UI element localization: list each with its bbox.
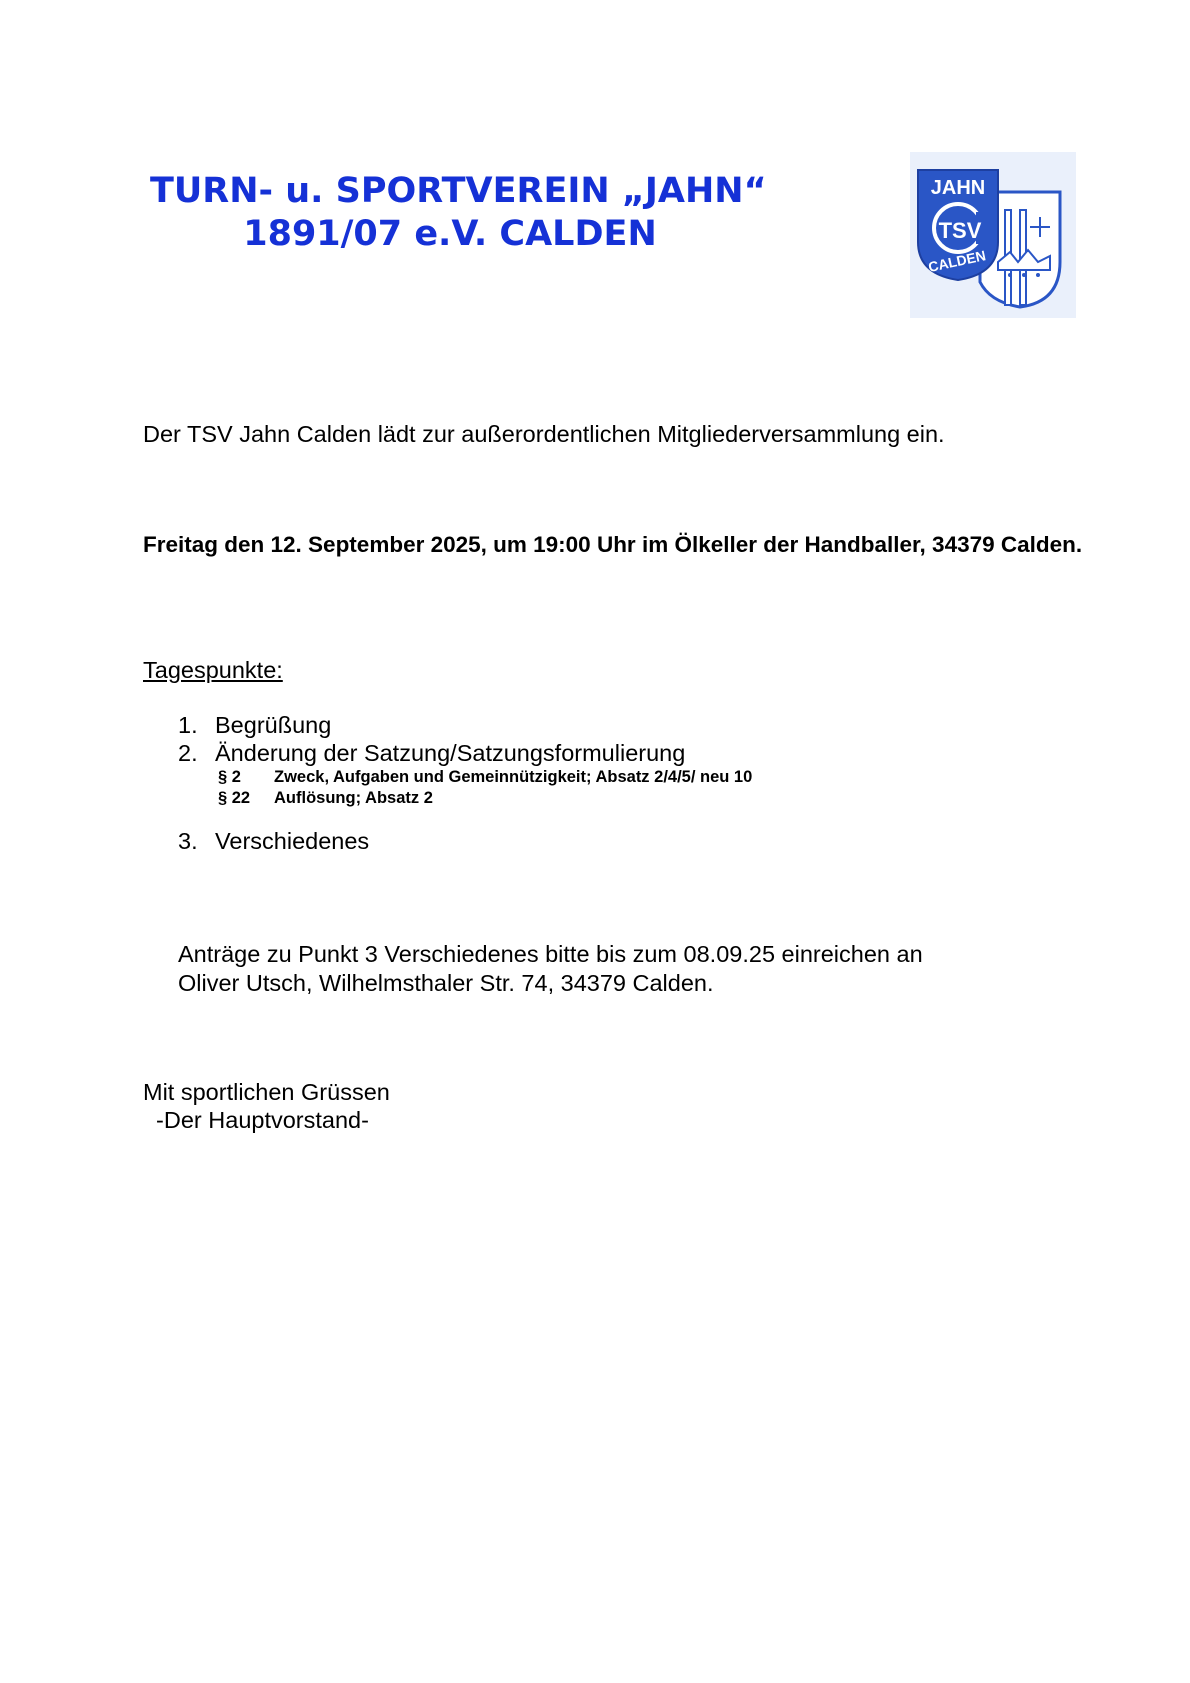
club-title bbox=[150, 170, 767, 256]
club-logo-emblem bbox=[910, 152, 1076, 318]
agenda-item-label: Änderung der Satzung/Satzungsformulierung bbox=[215, 740, 686, 766]
closing-greeting: Mit sportlichen Grüssen bbox=[143, 1079, 390, 1105]
agenda-item-label: Verschiedenes bbox=[215, 828, 370, 854]
agenda-item-number: 3. bbox=[178, 828, 198, 854]
closing-signature: -Der Hauptvorstand- bbox=[143, 1107, 369, 1133]
agenda-item-number: 1. bbox=[178, 712, 198, 738]
motions-line-2: Oliver Utsch, Wilhelmsthaler Str. 74, 34379 Calden. bbox=[178, 970, 714, 996]
logo-text-bottom: CALDEN bbox=[926, 247, 988, 275]
club-title-line-2: 1891/07 e.V. CALDEN bbox=[243, 214, 657, 254]
logo-text-monogram: TSV bbox=[938, 218, 982, 243]
invitation-text: Der TSV Jahn Calden lädt zur außerordentlichen Mitgliederversammlung ein. bbox=[143, 421, 945, 447]
closing bbox=[143, 1078, 390, 1134]
agenda-heading: Tagespunkte: bbox=[143, 657, 283, 683]
club-logo bbox=[910, 152, 1076, 318]
paragraph-description: Auflösung; Absatz 2 bbox=[274, 789, 433, 807]
meeting-date-line: Freitag den 12. September 2025, um 19:00 Uhr im Ölkeller der Handballer, 34379 Calden. bbox=[143, 532, 1083, 557]
agenda-item-number: 2. bbox=[178, 740, 198, 766]
logo-text-top: JAHN bbox=[930, 177, 986, 199]
motions-line-1: Anträge zu Punkt 3 Verschiedenes bitte bis zum 08.09.25 einreichen an bbox=[178, 941, 923, 967]
club-title-line-1: TURN- u. SPORTVEREIN „JAHN“ bbox=[150, 171, 767, 211]
paragraph-description: Zweck, Aufgaben und Gemeinnützigkeit; Absatz 2/4/5/ neu 10 bbox=[274, 768, 753, 786]
paragraph-number: § 22 bbox=[218, 789, 251, 807]
motions-note bbox=[178, 940, 923, 998]
agenda-item-label: Begrüßung bbox=[215, 712, 332, 738]
paragraph-number: § 2 bbox=[218, 768, 241, 786]
